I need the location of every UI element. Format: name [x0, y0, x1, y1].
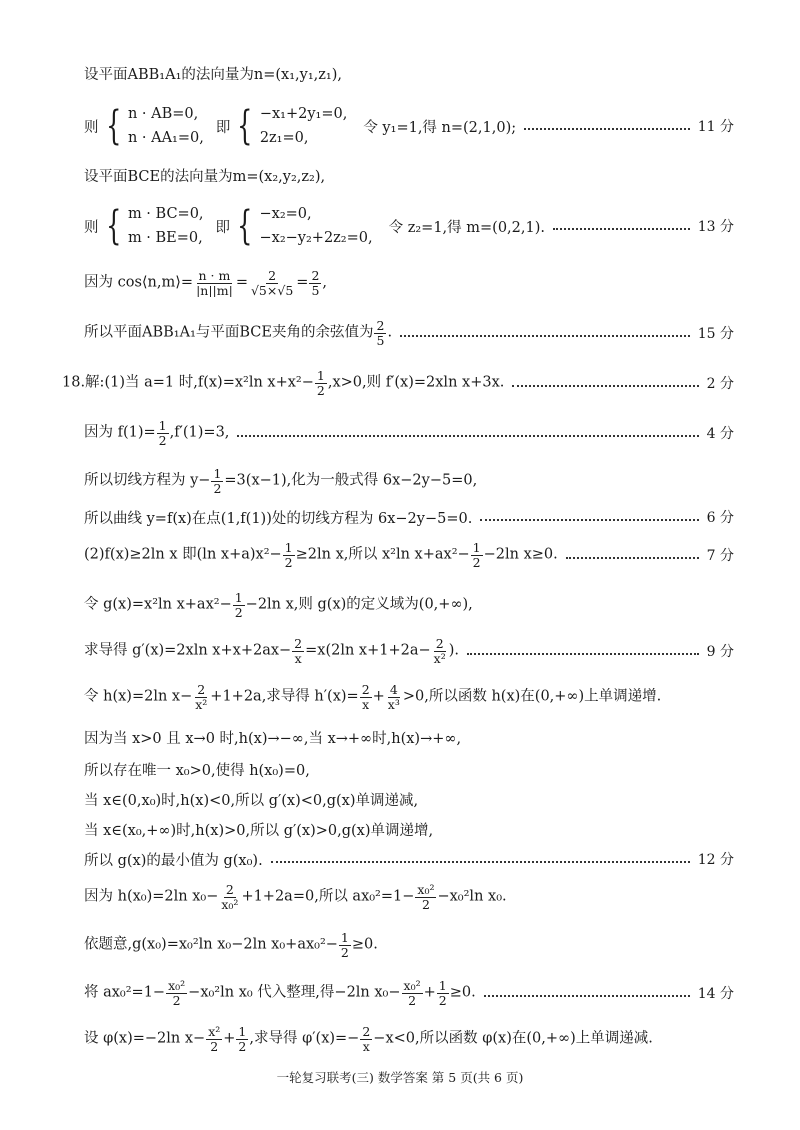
text-line-unique-root — [84, 754, 734, 784]
numerator: 2 — [294, 637, 303, 652]
text: ,f′(1)=3, — [169, 425, 230, 441]
text: 令 g(x)=x²ln x+ax²− — [84, 597, 232, 613]
fraction — [339, 931, 351, 958]
left-brace: { — [105, 203, 121, 249]
text-line-gprime — [84, 636, 734, 666]
left-brace: { — [105, 103, 121, 149]
dot-leader — [512, 383, 698, 387]
text: = — [235, 275, 248, 291]
numerator: 1 — [234, 591, 243, 606]
numerator: x₀² — [417, 883, 435, 898]
text-line-gx — [84, 590, 734, 620]
text: ,求导得 φ′(x)=− — [249, 1031, 360, 1047]
text: −2ln x,则 g(x)的定义域为(0,+∞), — [245, 597, 473, 613]
left-brace: { — [237, 203, 253, 249]
score-mark: 7 分 — [706, 548, 734, 564]
text — [84, 319, 392, 346]
numerator: 4 — [389, 683, 398, 698]
text: −x₀²ln x₀. — [437, 889, 507, 905]
text: 依题意,g(x₀)=x₀²ln x₀−2ln x₀+ax₀²− — [84, 937, 338, 953]
dot-leader — [553, 226, 690, 230]
text-line-minimum — [84, 844, 734, 874]
text: + — [223, 1031, 236, 1047]
denominator: |n||m| — [196, 282, 233, 297]
text: 18.解:(1)当 a=1 时,f(x)=x²ln x+x²− — [62, 375, 314, 391]
text: 设 φ(x)=−2ln x− — [84, 1031, 206, 1047]
numerator: 2 — [268, 269, 277, 284]
fraction — [471, 541, 483, 568]
fraction — [194, 269, 235, 296]
text — [84, 541, 558, 568]
text: −2ln x≥0. — [483, 547, 558, 563]
text: 令 h(x)=2ln x− — [84, 689, 193, 705]
denominator: 5 — [376, 332, 385, 347]
denominator: x — [362, 696, 370, 711]
score-mark: 12 分 — [697, 852, 734, 868]
numerator: 1 — [158, 419, 167, 434]
text: +1+2a,求导得 h′(x)= — [210, 689, 359, 705]
numerator: 2 — [435, 637, 444, 652]
text: 令 y₁=1,得 n=(2,1,0); — [363, 119, 517, 136]
fraction — [374, 319, 386, 346]
system-row: n · AB=0, — [127, 106, 199, 122]
denominator: x² — [195, 696, 208, 711]
text: 求导得 g′(x)=2xln x+x+2ax− — [84, 643, 292, 659]
numerator: 2 — [361, 683, 370, 698]
system-row: m · BC=0, — [127, 206, 204, 222]
text: 所以切线方程为 y− — [84, 473, 211, 489]
text: 因为 h(x₀)=2ln x₀− — [84, 889, 219, 905]
denominator: 2 — [438, 992, 447, 1007]
text: . — [387, 325, 393, 341]
text — [84, 931, 378, 958]
text: 则 — [84, 219, 99, 236]
numerator: x₀² — [168, 979, 186, 994]
fraction — [415, 883, 436, 910]
system-rows — [128, 204, 204, 248]
fraction — [211, 467, 223, 494]
text-line-f1 — [84, 418, 734, 448]
denominator: 2 — [210, 1038, 219, 1053]
equation-system-n — [84, 98, 734, 154]
text — [84, 1025, 653, 1052]
fraction — [166, 979, 187, 1006]
denominator: 2 — [172, 992, 181, 1007]
fraction — [292, 637, 304, 664]
text-line-tangent-result — [84, 502, 734, 532]
text: −x₀²ln x₀ 代入整理,得−2ln x₀− — [188, 985, 401, 1001]
fraction — [236, 1025, 248, 1052]
score-mark: 6 分 — [706, 510, 734, 526]
dot-leader — [467, 651, 699, 655]
system-row: m · BE=0, — [127, 230, 203, 246]
system-row: −x₁+2y₁=0, — [259, 106, 348, 122]
numerator: n · m — [198, 269, 231, 284]
text: +1+2a=0,所以 ax₀²=1− — [241, 889, 415, 905]
text — [84, 419, 229, 446]
fraction — [315, 369, 327, 396]
dot-leader — [566, 555, 699, 559]
system-rows — [260, 104, 348, 148]
text — [84, 591, 473, 618]
numerator: 1 — [340, 931, 349, 946]
text-line-q18-part1 — [62, 368, 734, 398]
text: ). — [448, 643, 459, 659]
denominator: x₀² — [221, 896, 239, 911]
denominator: 2 — [158, 432, 167, 447]
denominator: 2 — [340, 944, 349, 959]
denominator: 2 — [234, 604, 243, 619]
text: 当 x∈(0,x₀)时,h(x)<0,所以 g′(x)<0,g(x)单调递减, — [84, 792, 419, 809]
text: ≥0. — [449, 985, 476, 1001]
text: ,x>0,则 f′(x)=2xln x+3x. — [327, 375, 505, 391]
page-footer: 一轮复习联考(三) 数学答案 第 5 页(共 6 页) — [276, 1070, 524, 1085]
numerator: 1 — [238, 1025, 247, 1040]
text: + — [423, 985, 436, 1001]
text-line-increasing — [84, 814, 734, 844]
denominator: x — [294, 650, 302, 665]
score-mark: 15 分 — [697, 326, 734, 342]
denominator: √5×√5 — [250, 282, 294, 297]
text — [84, 883, 507, 910]
system-row: −x₂−y₂+2z₂=0, — [259, 230, 373, 246]
fraction — [309, 269, 321, 296]
text-line-phi — [84, 1024, 734, 1054]
numerator: x₀² — [403, 979, 421, 994]
fraction — [437, 979, 449, 1006]
text: −x<0,所以函数 φ(x)在(0,+∞)上单调递减. — [373, 1031, 653, 1047]
denominator: 2 — [408, 992, 417, 1007]
text: =x(2ln x+1+2a− — [305, 643, 431, 659]
numerator: 2 — [311, 269, 320, 284]
score-mark: 13 分 — [697, 219, 734, 235]
fraction — [206, 1025, 222, 1052]
numerator: 1 — [316, 369, 325, 384]
text: , — [322, 275, 327, 291]
text — [84, 637, 459, 664]
system-row: −x₂=0, — [259, 206, 312, 222]
dot-leader — [271, 859, 690, 863]
text: 所以平面ABB₁A₁与平面BCE夹角的余弦值为 — [84, 325, 374, 341]
fraction — [193, 683, 209, 710]
score-mark: 14 分 — [697, 986, 734, 1002]
dot-leader — [400, 333, 690, 337]
text — [84, 979, 476, 1006]
fraction — [432, 637, 448, 664]
fraction — [283, 541, 295, 568]
text — [84, 467, 477, 494]
text: (2)f(x)≥2ln x 即(ln x+a)x²− — [84, 547, 282, 563]
system-rows — [260, 204, 373, 248]
score-mark: 2 分 — [706, 376, 734, 392]
text: 因为 cos⟨n,m⟩= — [84, 275, 194, 291]
text-line-normal-vector-n — [84, 58, 734, 88]
score-mark: 4 分 — [706, 426, 734, 442]
numerator: 1 — [472, 541, 481, 556]
numerator: 2 — [225, 883, 234, 898]
text: 当 x∈(x₀,+∞)时,h(x)>0,所以 g′(x)>0,g(x)单调递增, — [84, 822, 434, 839]
text-line-cosine — [84, 268, 734, 298]
fraction — [249, 269, 295, 296]
denominator: 5 — [311, 282, 320, 297]
text: 将 ax₀²=1− — [84, 985, 166, 1001]
text: 设平面ABB₁A₁的法向量为n=(x₁,y₁,z₁), — [84, 66, 342, 83]
fraction — [360, 683, 372, 710]
denominator: x² — [433, 650, 446, 665]
denominator: 2 — [284, 554, 293, 569]
fraction — [157, 419, 169, 446]
fraction — [402, 979, 423, 1006]
text — [84, 683, 661, 710]
text-line-gx0 — [84, 930, 734, 960]
text: 设平面BCE的法向量为m=(x₂,y₂,z₂), — [84, 168, 326, 185]
denominator: 2 — [316, 382, 325, 397]
fraction — [219, 883, 240, 910]
text — [84, 269, 327, 296]
text-line-hx0 — [84, 882, 734, 912]
denominator: 2 — [472, 554, 481, 569]
denominator: 2 — [213, 480, 222, 495]
denominator: 2 — [238, 1038, 247, 1053]
score-mark: 11 分 — [697, 119, 734, 135]
numerator: 1 — [284, 541, 293, 556]
dot-leader — [480, 517, 698, 521]
text: >0,所以函数 h(x)在(0,+∞)上单调递增. — [402, 689, 662, 705]
text: 所以曲线 y=f(x)在点(1,f(1))处的切线方程为 6x−2y−5=0. — [84, 510, 473, 527]
text-line-tangent — [84, 466, 734, 496]
left-brace: { — [237, 103, 253, 149]
text: ≥2ln x,所以 x²ln x+ax²− — [295, 547, 470, 563]
text-line-normal-vector-m — [84, 160, 734, 190]
system-row: n · AA₁=0, — [127, 130, 204, 146]
text: 令 z₂=1,得 m=(0,2,1). — [388, 219, 545, 236]
text: 即 — [215, 119, 231, 136]
text-line-cosine-result — [84, 318, 734, 348]
text: 因为 f(1)= — [84, 425, 156, 441]
system-rows — [128, 104, 204, 148]
numerator: 2 — [362, 1025, 371, 1040]
numerator: 1 — [213, 467, 222, 482]
text: =3(x−1),化为一般式得 6x−2y−5=0, — [224, 473, 478, 489]
text: + — [372, 689, 385, 705]
text: 因为当 x>0 且 x→0 时,h(x)→−∞,当 x→+∞时,h(x)→+∞, — [84, 730, 462, 747]
text-line-hx — [84, 682, 734, 712]
numerator: 1 — [438, 979, 447, 994]
text-line-decreasing — [84, 784, 734, 814]
text: 则 — [84, 119, 99, 136]
denominator: x — [362, 1038, 370, 1053]
text: 即 — [215, 219, 231, 236]
equation-system-m — [84, 198, 734, 254]
numerator: x² — [208, 1025, 221, 1040]
fraction — [233, 591, 245, 618]
dot-leader — [524, 126, 690, 130]
denominator: x³ — [387, 696, 400, 711]
dot-leader — [237, 433, 698, 437]
score-mark: 9 分 — [706, 644, 734, 660]
numerator: 2 — [197, 683, 206, 698]
text — [62, 369, 504, 396]
text: = — [296, 275, 309, 291]
text: ≥0. — [351, 937, 378, 953]
fraction — [360, 1025, 372, 1052]
denominator: 2 — [421, 896, 430, 911]
dot-leader — [484, 993, 690, 997]
fraction — [386, 683, 402, 710]
text-line-substitute — [84, 978, 734, 1008]
text: 所以 g(x)的最小值为 g(x₀). — [84, 852, 263, 869]
text-line-limits — [84, 722, 734, 752]
text-line-part2 — [84, 540, 734, 570]
text: 所以存在唯一 x₀>0,使得 h(x₀)=0, — [84, 762, 310, 779]
numerator: 2 — [376, 319, 385, 334]
system-row: 2z₁=0, — [259, 130, 309, 146]
